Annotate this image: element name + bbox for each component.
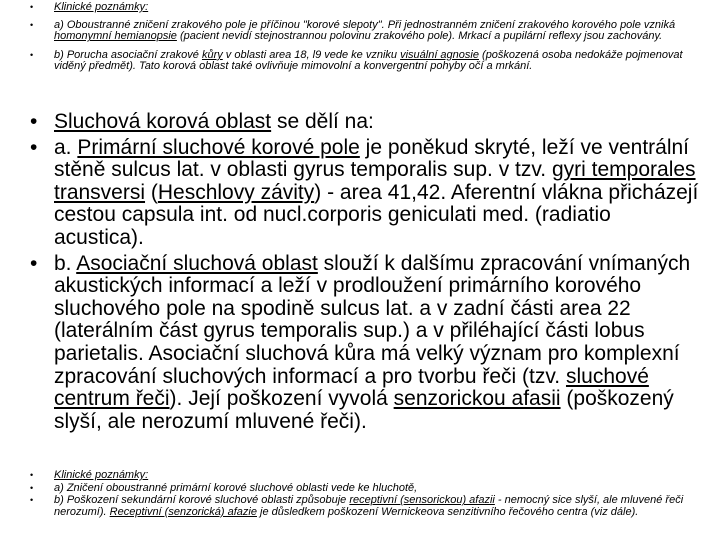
note-item-b: • b) Poškození sekundární korové sluchové oblasti způsobuje receptivní (sensorickou) afazii - nemocný sice slyší, ale mluvené řeči nerozumí). Receptivní (senzorická) afazie je důsledkem poškození Wernickeova senzitivního řečového centra (viz dále). (30, 494, 684, 518)
bullet: • (30, 2, 34, 12)
note-item-b: • b) Porucha asociační zrakové kůry v oblasti area 18, l9 vede ke vzniku visuální agnosie (poškozená osoba nedokáže pojmenovat viděný předmět). Tato korová oblast také ovlivňuje mimovolní a konvergentní pohyby očí a mrkání. (30, 48, 683, 73)
link-gyri-temporales[interactable]: gyri temporales transversi (54, 158, 696, 204)
main-bullet-list (0, 111, 720, 436)
top-clinical-notes (0, 2, 700, 73)
link-receptivni-afazie[interactable]: receptivní (sensorickou) afazii (349, 494, 495, 507)
note-item-a: • a) Oboustranné zničení zrakového pole je příčinou "korové slepoty". Při jednostranném zničení zrakového korového pole vzniká homonymní hemianopsie (pacient nevidí stejnostrannou polovinu zrakového pole). Mrkací a pupilární reflexy jsou zachovány. (30, 18, 676, 43)
note-item-a: • a) Zničení oboustranné primární korové sluchové oblasti vede ke hluchotě, (30, 481, 418, 494)
link-primarni-sluchove-pole[interactable]: Primární sluchové korové pole (77, 135, 360, 159)
bullet: • (30, 470, 34, 480)
bullet: • (30, 495, 34, 506)
bullet: • (30, 49, 34, 60)
main-point-3: • b. Asociační sluchová oblast slouží k dalšímu zpracování vnímaných akustických informací a leží v prodloužení primárního korového sluchového pole na spodině sulcus lat. a v zadní části area 22 (laterálním část gyrus temporalis sup.) a v přiléhající části lobus parietalis. Asociační sluchová kůra má velký význam pro komplexní zpracování sluchových informací a pro tvorbu řeči (tzv. sluchové centrum řeči). Její poškození vyvolá senzorickou afasii (poškozený slyší, ale nerozumí mluvené řeči). (30, 251, 691, 433)
bullet: • (30, 251, 38, 275)
note-heading: • Klinické poznámky: (30, 1, 149, 13)
link-senzoricka-afasie[interactable]: senzorickou afasii (393, 387, 561, 411)
link-visualni-agnosie[interactable]: visuální agnosie (400, 48, 479, 61)
link-homonymni-hemianopsie[interactable]: homonymní hemianopsie (54, 30, 177, 43)
link-sluchova-korova-oblast[interactable]: Sluchová korová oblast (54, 110, 272, 133)
bullet: • (30, 19, 34, 30)
bullet: • (30, 135, 38, 159)
link-heschlovy-zavity[interactable]: Heschlovy závity (157, 180, 315, 204)
link-receptivni-senzoricka-afazie[interactable]: Receptivní (senzorická) afazie (109, 505, 257, 518)
note-heading: • Klinické poznámky: (30, 469, 149, 481)
bullet: • (30, 482, 34, 493)
link-asociacni-sluchova-oblast[interactable]: Asociační sluchová oblast (76, 251, 318, 275)
bottom-clinical-notes (0, 469, 700, 518)
link-sluchove-centrum-reci[interactable]: sluchové centrum řeči (54, 364, 649, 411)
bullet: • (30, 110, 38, 133)
main-point-2: • a. Primární sluchové korové pole je poněkud skryté, leží ve ventrální stěně sulcus lat. v oblasti gyrus temporalis sup. v tzv. gyri temporales transversi (Heschlovy závity) - area 41,42. Aferentní vlákna přicházejí cestou capsula int. od nucl.corporis geniculati med. (radiatio acustica). (30, 135, 699, 249)
link-kury[interactable]: kůry (201, 48, 223, 61)
main-point-1: • Sluchová korová oblast se dělí na: (30, 110, 374, 133)
